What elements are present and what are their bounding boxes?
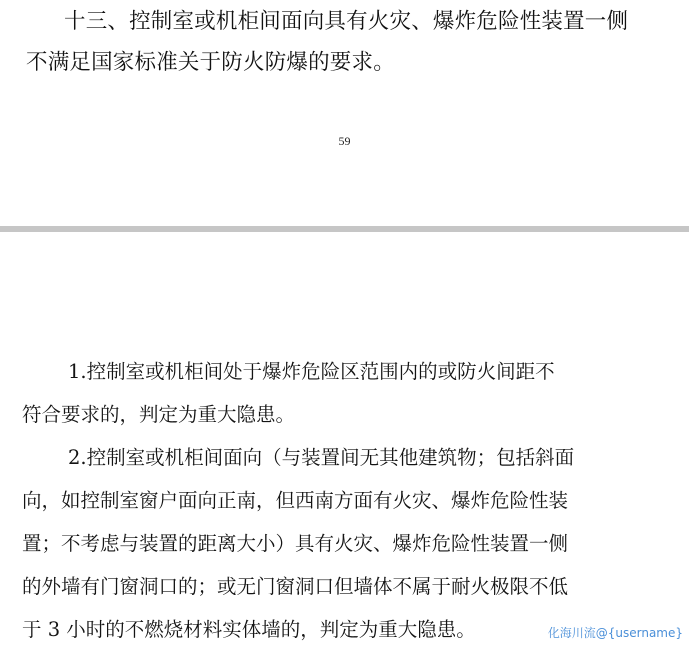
paragraph-2-line-1: 2.控制室或机柜间面向（与装置间无其他建筑物；包括斜面 <box>68 446 575 469</box>
paragraph-1-line-2: 符合要求的，判定为重大隐患。 <box>22 403 296 426</box>
previous-page-section <box>0 0 689 226</box>
watermark-text: 化海川流@{username} <box>547 626 683 640</box>
paragraph-2-line-4: 的外墙有门窗洞口的；或无门窗洞口但墙体不属于耐火极限不低 <box>22 575 569 598</box>
heading-line-2: 不满足国家标准关于防火防爆的要求。 <box>26 50 395 75</box>
paragraph-1-line-1: 1.控制室或机柜间处于爆炸危险区范围内的或防火间距不 <box>68 360 555 383</box>
paragraph-2-line-2: 向，如控制室窗户面向正南，但西南方面有火灾、爆炸危险性装 <box>22 489 569 512</box>
heading-line-1: 十三、控制室或机柜间面向具有火灾、爆炸危险性装置一侧 <box>64 9 629 34</box>
paragraph-2-line-3: 置；不考虑与装置的距离大小）具有火灾、爆炸危险性装置一侧 <box>22 532 569 555</box>
paragraph-2-line-5: 于 3 小时的不燃烧材料实体墙的，判定为重大隐患。 <box>22 618 476 641</box>
page-number: 59 <box>338 134 351 148</box>
